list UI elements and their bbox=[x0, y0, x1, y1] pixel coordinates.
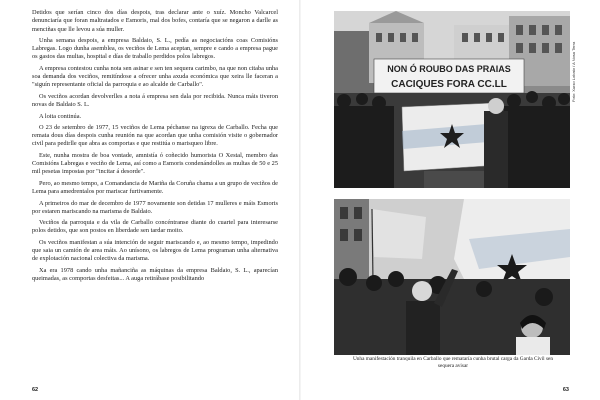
banner-text-1: NON Ó ROUBO DAS PRAIAS bbox=[387, 64, 511, 74]
photo-credit: Foto: Xurxo Lobato / A Nosa Terra bbox=[571, 41, 576, 102]
page-number-right: 63 bbox=[562, 387, 569, 393]
photo-caption: Unha manifestación tranquila en Carballo que remataría cunha brutal carga da Garda Civil sen sequera avisar bbox=[352, 356, 554, 369]
paragraph: Unha semana despois, a empresa Baldaio, S. L., pedía as negociacións coas Comisións Labregas. Logo dunha asemblea, os veciños de Lema aceptan, sempre e cando a empresa pague os gastos das multas, hospital e días de traballo perdidos polos labregos. bbox=[32, 36, 278, 61]
paragraph: A loita continúa. bbox=[39, 112, 82, 120]
banner-text-2: CACIQUES FORA CC.LL bbox=[391, 79, 507, 90]
paragraph: Xa era 1978 cando unha mañanciña as máquinas da empresa Baldaio, S. L., aparecían queimadas, as comportas desfeitas... A auga retirábase posibilitando bbox=[32, 266, 278, 283]
photo-demonstration-banner bbox=[334, 11, 570, 188]
page-number-left: 62 bbox=[32, 387, 39, 393]
paragraph: Os veciños manifestan a súa intención de seguir mariscando e, ao mesmo tempo, impedindo que saia un camión de area máis. Ao unísono, os labregos de Lema programan unha alternativa de explotación nacional colectiva da marisma. bbox=[32, 238, 278, 263]
paragraph: Detidos que serían cinco dos días despois, tras declarar ante o xuíz. Moncho Valcarcel denunciaría que foran maltratados e Esmoris, mal dos bofes, contaría que se negaron a darlle as menciñas que lle levou a súa muller. bbox=[32, 9, 278, 33]
body-text-column bbox=[32, 9, 278, 287]
paragraph: Este, nunha mostra de boa vontade, amnistía ó coñecido humorista O Xestal, membro das Comisións Labregas e veciño de Lema, así como a Esmoris condenándolles as multas de 50 e 25 mil pesetas impostas por "incitar á desorde". bbox=[32, 151, 278, 176]
right-page bbox=[300, 0, 600, 400]
photo-crowd-flags bbox=[334, 199, 570, 355]
paragraph: Pero, ao mesmo tempo, a Comandancia de Mariña da Coruña chama a un grupo de veciños de Lema para amedrentalos por mariscar furtivamente. bbox=[32, 179, 278, 196]
paragraph: Os veciños acordan devolverlles a nota á empresa sen dala por recibida. Nunca máis tiveron novas de Baldaio S. L. bbox=[32, 92, 278, 109]
paragraph: O 23 de setembro de 1977, 15 veciños de Lema péchanse na igrexa de Carballo. Fecha que remata dous días despois cunha reunión na que acordan que unha comisión visite o gobernador civil para pedirlle que abra as comportas e que restitúa o marisqueo libre. bbox=[32, 123, 278, 148]
paragraph: Veciños da parroquia e da vila de Carballo concéntranse diante do cuartel para interesarse polos detidos, que son postos en liberdade sen tardar moito. bbox=[32, 219, 278, 235]
paragraph: A empresa contestou cunha nota sen asinar e sen ten sequera carimbo, na que non citaba unha soa demanda dos veciños, remitíndose a ofrecer unha axuda económica que xeira lle faceran a "siguín representante oficial da parroquia e ao alcalde de Carballo". bbox=[32, 64, 278, 89]
paragraph: A primeiros do mar de decembro de 1977 novamente son detidas 17 mulleres e máis Esmoris por estaren mariscando na marisma de Baldaio. bbox=[32, 199, 278, 215]
